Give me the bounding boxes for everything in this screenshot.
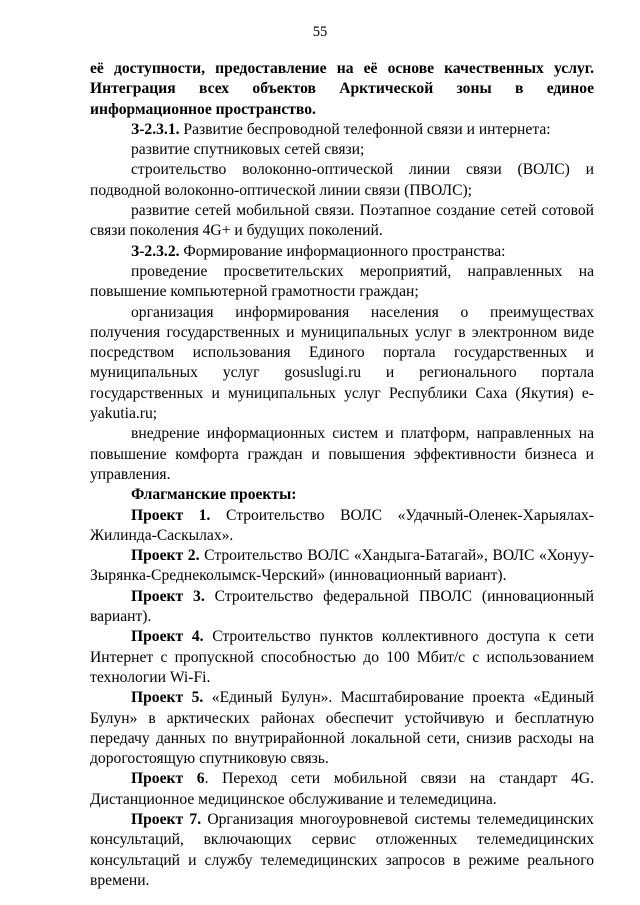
list-item: развитие сетей мобильной связи. Поэтапное создание сетей сотовой связи поколения 4G+ и будущих поколений.	[90, 202, 594, 240]
section-title: Формирование информационного пространства:	[179, 242, 506, 260]
project-item	[90, 546, 594, 587]
section-title: Развитие беспроводной телефонной связи и интернета:	[179, 120, 551, 138]
page-content	[90, 59, 594, 891]
project-text: . Переход сети мобильной связи на стандарт 4G. Дистанционное медицинское обслуживание и телемедицина.	[90, 770, 594, 808]
project-text: Строительство пунктов коллективного доступа к сети Интернет с пропускной способностью до 100 Мбит/с с использованием технологии Wi-Fi.	[90, 628, 594, 686]
project-text: Строительство федеральной ПВОЛС (инновационный вариант).	[90, 587, 594, 626]
section-heading-2	[90, 242, 594, 262]
project-label: Проект 3.	[131, 587, 205, 605]
project-item	[90, 587, 594, 628]
project-item	[90, 769, 594, 810]
page-number: 55	[312, 24, 328, 40]
project-label: Проект 6	[131, 770, 205, 788]
list-item: проведение просветительских мероприятий, направленных на повышение компьютерной грамотности граждан;	[90, 262, 594, 301]
project-label: Проект 7.	[131, 810, 202, 828]
project-item	[90, 688, 594, 769]
list-item: организация информирования населения о преимуществах получения государственных и муниципальных услуг в электронном виде посредством использования Единого портала государственных и муниципальных услуг gosuslugi.ru и регионального портала государственных и муниципальных услуг Республики Саха (Якутия) e-yakutia.ru;	[90, 303, 594, 423]
project-item	[90, 627, 594, 688]
project-label: Проект 2.	[131, 547, 200, 565]
list-item: внедрение информационных систем и платформ, направленных на повышение комфорта граждан и повышения эффективности бизнеса и управления.	[90, 425, 594, 483]
project-item	[90, 810, 594, 891]
project-label: Проект 1.	[131, 506, 211, 524]
list-item: развитие спутниковых сетей связи;	[131, 141, 365, 159]
project-text: Организация многоуровневой системы телемедицинских консультаций, включающих сервис отложенных телемедицинских консультаций и службу телемедицинских запросов в режиме реального времени.	[90, 810, 594, 889]
flagship-heading: Флагманские проекты:	[131, 486, 297, 504]
project-text: Строительство ВОЛС «Хандыга-Батагай», ВОЛС «Хонуу-Зырянка-Среднеколымск-Черский» (инновационный вариант).	[90, 547, 595, 585]
project-label: Проект 4.	[131, 628, 204, 646]
project-label: Проект 5.	[131, 689, 204, 707]
section-code: З-2.3.2.	[131, 242, 180, 260]
list-item: строительство волоконно-оптической линии связи (ВОЛС) и подводной волоконно-оптической линии связи (ПВОЛС);	[90, 161, 594, 199]
section-heading-1	[90, 120, 594, 140]
intro-paragraph: её доступности, предоставление на её основе качественных услуг. Интеграция всех объектов Арктической зоны в единое информационное пространство.	[90, 60, 594, 118]
project-item	[90, 506, 594, 547]
section-code: З-2.3.1.	[131, 120, 180, 138]
project-text: Строительство ВОЛС «Удачный-Оленек-Харыялах-Жилинда-Саскылах».	[90, 506, 594, 544]
project-text: «Единый Булун». Масштабирование проекта «Единый Булун» в арктических районах обеспечит устойчивую и бесплатную передачу данных по внутрирайонной локальной сети, снизив расходы на дорогостоящую спутниковую связь.	[90, 689, 594, 768]
